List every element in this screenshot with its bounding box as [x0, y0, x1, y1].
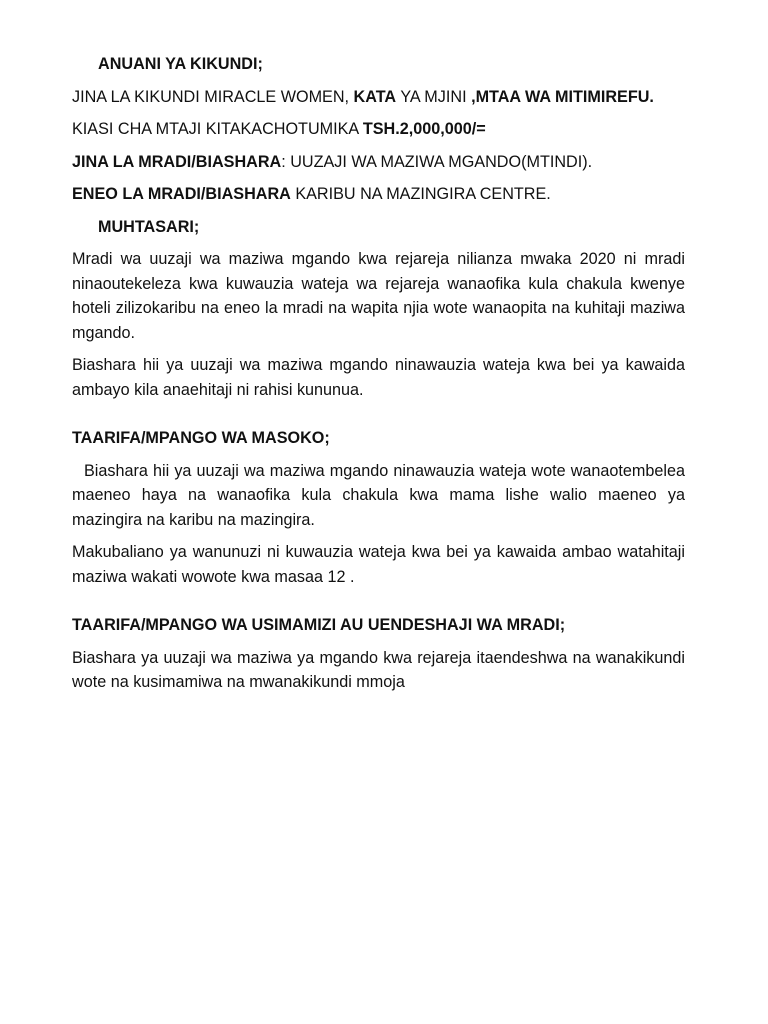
capital-label: KIASI CHA MTAJI KITAKACHOTUMIKA	[72, 120, 363, 138]
project-area-line	[72, 182, 685, 207]
management-paragraph: Biashara ya uuzaji wa maziwa ya mgando kwa rejareja itaendeshwa na wanakikundi wote na kusimamiwa na mwanakikundi mmoja	[72, 648, 685, 691]
kata-value: YA MJINI	[396, 87, 472, 106]
summary-heading: MUHTASARI;	[98, 217, 200, 236]
project-area-label: ENEO LA MRADI/BIASHARA	[72, 185, 291, 203]
address-heading: ANUANI YA KIKUNDI;	[98, 55, 263, 73]
capital-amount: TSH.2,000,000/=	[362, 120, 486, 138]
project-area-value: KARIBU NA MAZINGIRA CENTRE.	[290, 185, 551, 203]
mtaa-value: ,MTAA WA MITIMIREFU.	[471, 87, 654, 106]
market-paragraph: Makubaliano ya wanunuzi ni kuwauzia wateja kwa bei ya kawaida ambao watahitaji maziwa wakati wowote kwa masaa 12 .	[72, 543, 685, 586]
project-name-value: : UUZAJI WA MAZIWA MGANDO(MTINDI).	[281, 152, 593, 171]
group-details	[72, 85, 685, 110]
group-name: JINA LA KIKUNDI MIRACLE WOMEN,	[72, 87, 354, 106]
document-body	[72, 52, 685, 695]
summary-paragraph: Mradi wa uuzaji wa maziwa mgando kwa rejareja nilianza mwaka 2020 ni mradi ninaoutekeleza kwa kuwauzia wateja wa rejareja wanaofika kula chakula kwenye hoteli zilizokaribu na eneo la mradi na wapita njia wote wanaopita na kuhitaji maziwa mgando.	[72, 250, 685, 342]
capital-line	[72, 117, 685, 142]
market-paragraph: Biashara hii ya uuzaji wa maziwa mgando ninawauzia wateja wote wanaotembelea maeneo haya na wanaofika kula chakula kwa mama lishe walio maeneo ya mazingira na karibu na mazingira.	[72, 461, 685, 529]
project-name-line	[72, 150, 685, 175]
management-heading: TAARIFA/MPANGO WA USIMAMIZI AU UENDESHAJI WA MRADI;	[72, 616, 566, 634]
market-heading: TAARIFA/MPANGO WA MASOKO;	[72, 429, 330, 447]
summary-paragraph: Biashara hii ya uuzaji wa maziwa mgando ninawauzia wateja kwa bei ya kawaida ambayo kila anaehitaji ni rahisi kununua.	[72, 356, 685, 399]
project-name-label: JINA LA MRADI/BIASHARA	[72, 152, 282, 171]
kata-label: KATA	[353, 87, 397, 106]
